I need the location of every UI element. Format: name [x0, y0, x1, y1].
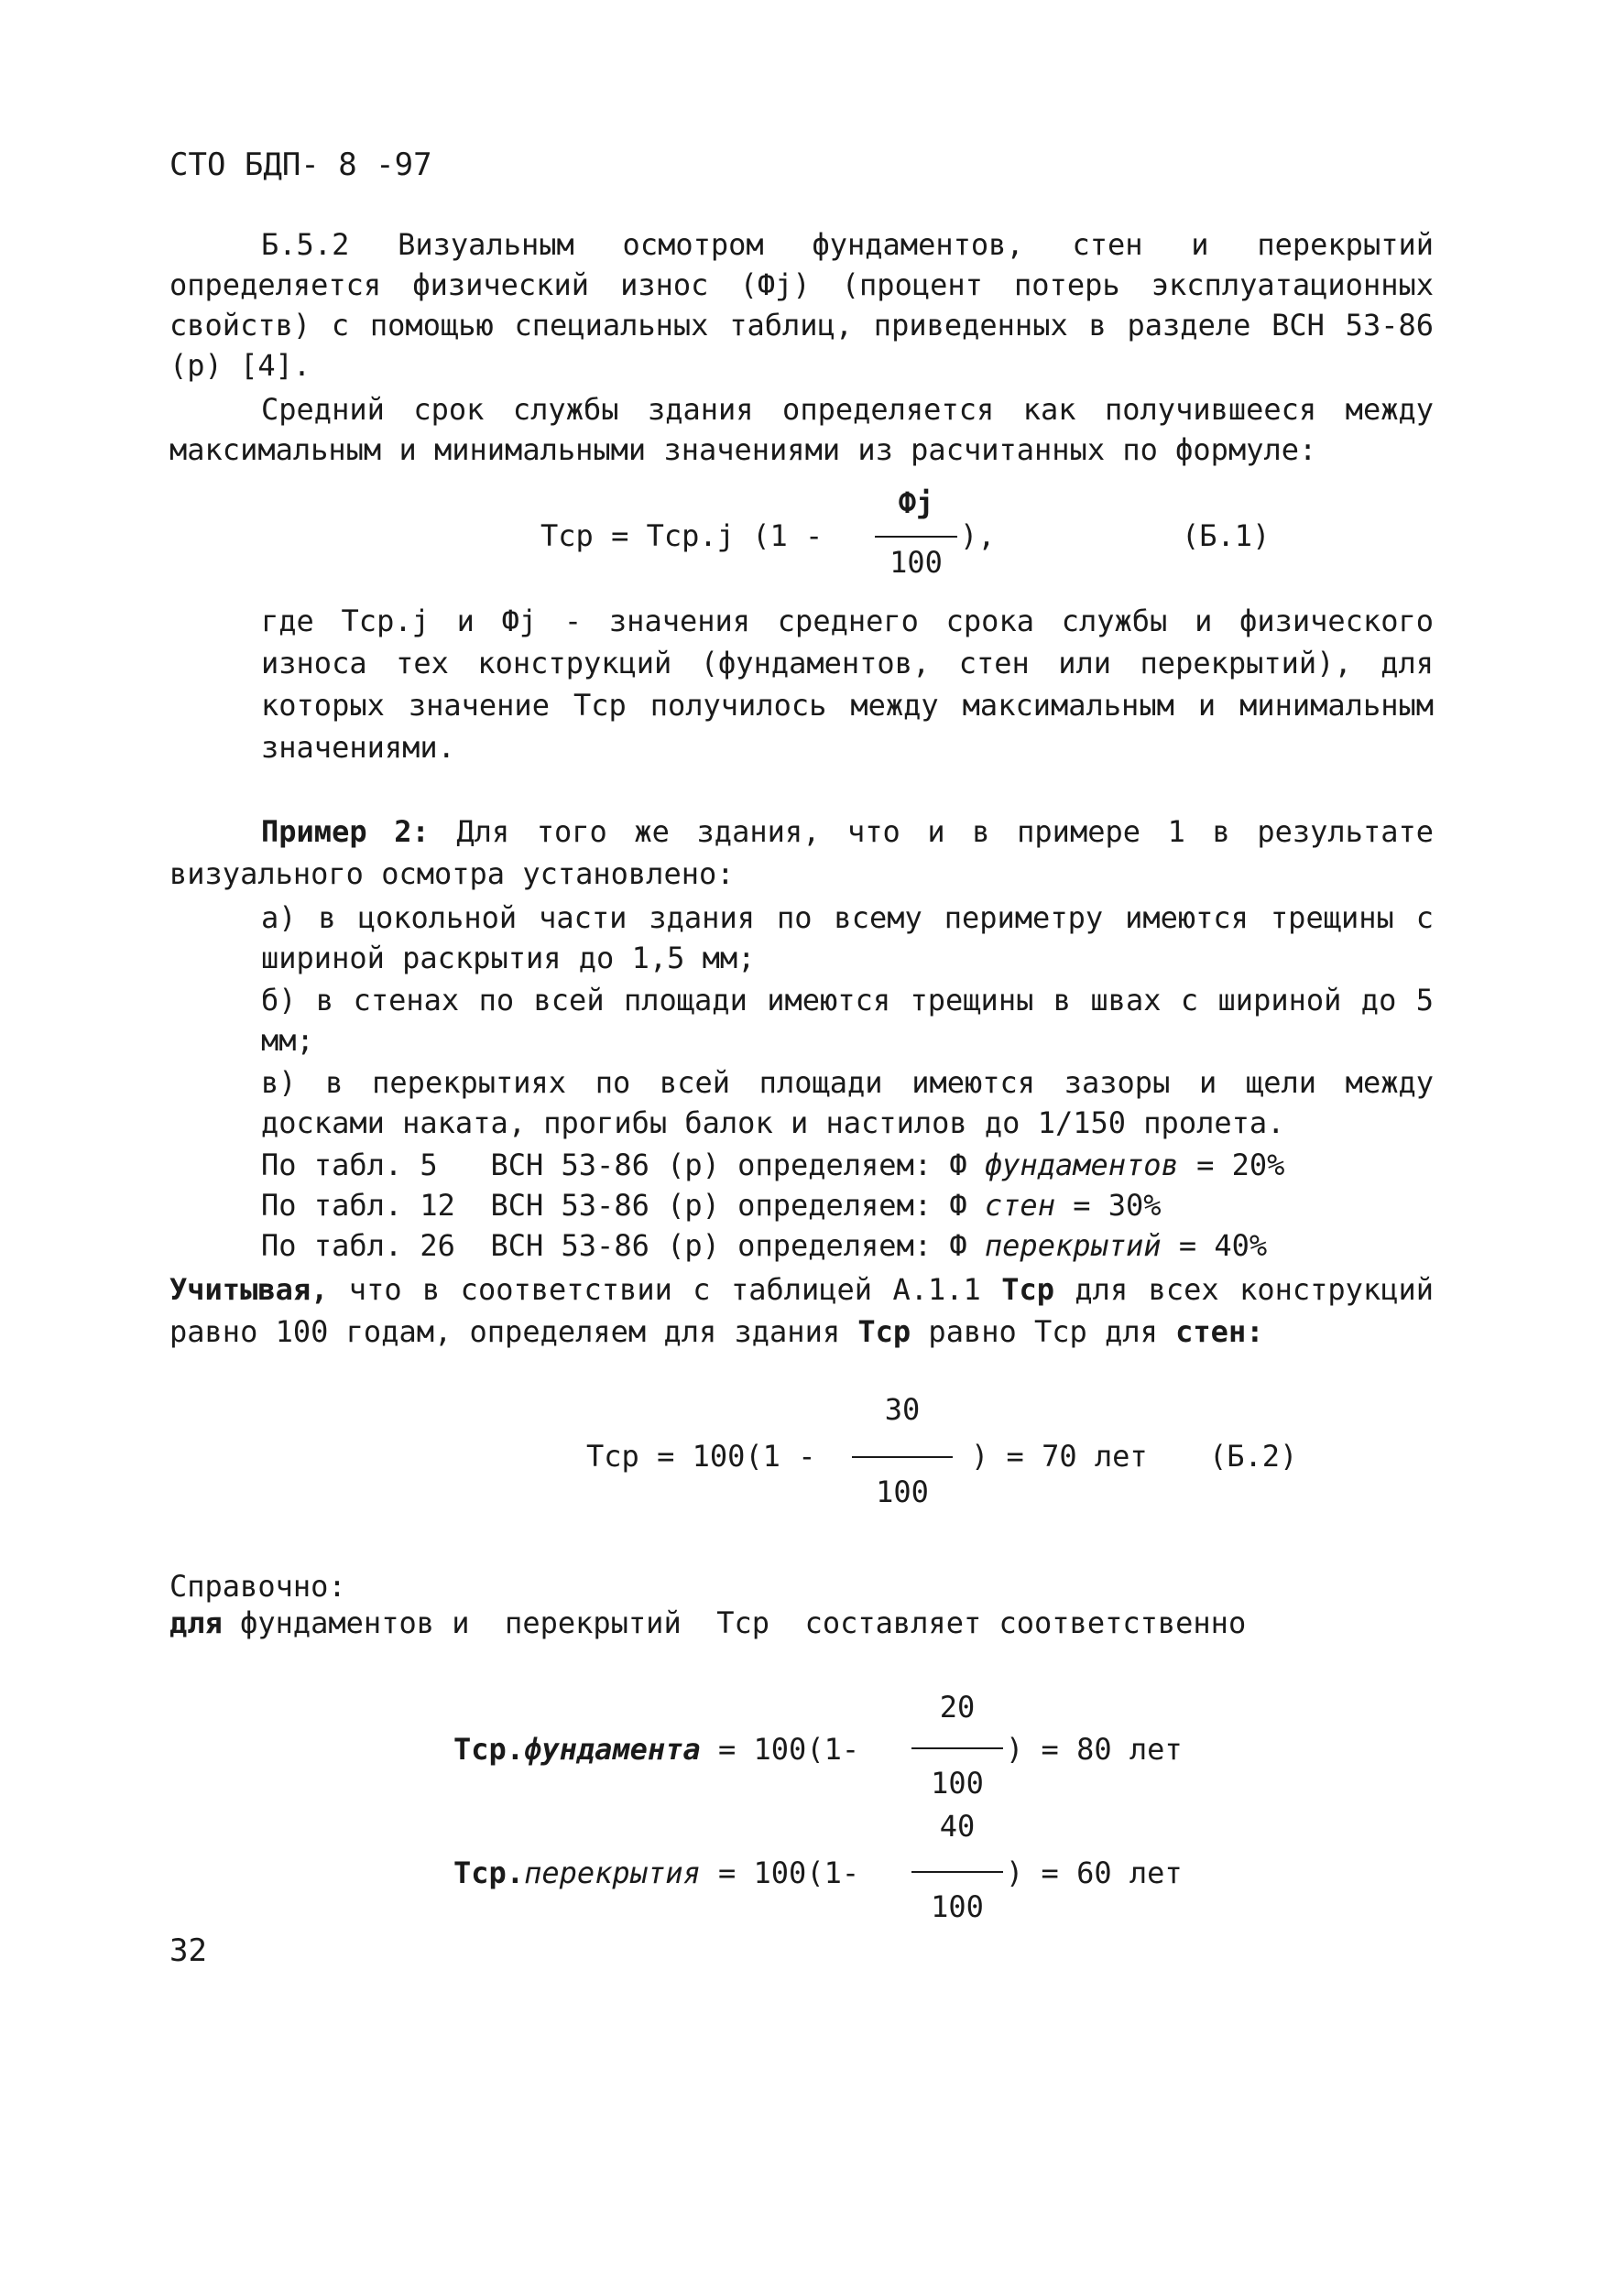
doc-header: СТО БДП- 8 -97 [169, 147, 432, 183]
formula-b2-lhs: Тср = 100(1 - [586, 1439, 816, 1474]
table-ref-row [261, 1187, 1162, 1224]
formula-foundation-tsr: Тср. [453, 1732, 525, 1767]
formula-foundation-numerator: 20 [939, 1690, 976, 1725]
formula-b2-tag: (Б.2) [1209, 1439, 1298, 1474]
paragraph-where [261, 600, 1434, 768]
formula-floors-rhs: ) = 60 лет [1006, 1855, 1183, 1890]
formula-b2-denominator: 100 [876, 1474, 929, 1509]
table-ref-row-value: = 20% [1178, 1148, 1285, 1182]
walls-bold: стен: [1175, 1314, 1264, 1349]
example-2-text: Для того же здания, что и в примере 1 в результате визуального осмотра установлено: [169, 814, 1435, 891]
reference-bold: для [169, 1605, 223, 1640]
table-ref-row-value: = 40% [1161, 1228, 1268, 1263]
table-ref-row-prefix: По табл. 26 ВСН 53-86 (р) определяем: Ф [261, 1228, 967, 1263]
table-ref-row-prefix: По табл. 5 ВСН 53-86 (р) определяем: Ф [261, 1148, 967, 1182]
considering-text-2: для всех конструкций равно 100 годам, определяем для здания [169, 1272, 1434, 1349]
tsr-bold-1: Тср [1001, 1272, 1054, 1307]
paragraph-where-text: где Тср.j и Фj - значения среднего срока службы и физического износа тех конструкций (фундаментов, стен или перекрытий), для которых значение Тср получилось между максимальным и минимальным значениями. [261, 604, 1434, 765]
formula-floors-denominator: 100 [931, 1889, 984, 1924]
example-2-label: Пример 2: [261, 814, 430, 849]
formula-foundation-denominator: 100 [931, 1766, 984, 1801]
formula-b2-rhs: ) = 70 лет [971, 1439, 1148, 1474]
item-c-text: в) в перекрытиях по всей площади имеются зазоры и щели между досками наката, прогибы балок и настилов до 1/150 пролета. [261, 1065, 1434, 1140]
item-a-text: а) в цокольной части здания по всему периметру имеются трещины с шириной раскрытия до 1,5 мм; [261, 900, 1434, 975]
item-b-text: б) в стенах по всей площади имеются трещины в швах с шириной до 5 мм; [261, 983, 1434, 1058]
formula-b2-numerator: 30 [884, 1392, 921, 1427]
formula-b1-numerator: Фj [898, 485, 934, 520]
item-a [261, 898, 1434, 978]
paragraph-average-life-text: Средний срок службы здания определяется как получившееся между максимальным и минимальными значениями из расчитанных по формуле: [169, 392, 1434, 467]
paragraph-b52 [169, 224, 1434, 386]
formula-floors-lhs [453, 1855, 859, 1891]
paragraph-considering [169, 1268, 1434, 1353]
considering-text-4: Тср для [1034, 1314, 1176, 1349]
formula-b1-denominator: 100 [889, 545, 943, 580]
formula-floors-numerator: 40 [939, 1809, 976, 1844]
table-ref-row-prefix: По табл. 12 ВСН 53-86 (р) определяем: Ф [261, 1188, 967, 1223]
formula-b1-rhs: ), [960, 518, 996, 553]
example-2 [169, 811, 1434, 895]
table-ref-row-name: перекрытий [984, 1228, 1162, 1263]
table-ref-row-name: стен [984, 1188, 1055, 1223]
table-ref-row [261, 1147, 1284, 1183]
table-ref-row [261, 1227, 1267, 1264]
page-number: 32 [169, 1932, 207, 1969]
formula-floors-subscript: перекрытия [524, 1855, 701, 1890]
considering-text-1: что в соответствии с таблицей А.1.1 [328, 1272, 1002, 1307]
formula-b1-fraction-bar [875, 536, 957, 538]
reference-label: Справочно: [169, 1569, 346, 1604]
paragraph-average-life [169, 389, 1434, 470]
reference-line [169, 1605, 1246, 1641]
formula-foundation-expr: = 100(1- [700, 1732, 860, 1767]
table-ref-row-value: = 30% [1054, 1188, 1162, 1223]
paragraph-b52-text: Б.5.2 Визуальным осмотром фундаментов, стен и перекрытий определяется физический износ (Фj) (процент потерь эксплуатационных свойств) с помощью специальных таблиц, приведенных в разделе ВСН 53-86 (р) [4]. [169, 227, 1434, 383]
formula-floors-tsr: Тср. [453, 1855, 525, 1890]
item-b [261, 980, 1434, 1061]
formula-foundation-rhs: ) = 80 лет [1006, 1732, 1183, 1767]
item-c [261, 1062, 1434, 1143]
formula-b1-tag: (Б.1) [1182, 518, 1271, 553]
formula-b2-fraction-bar [852, 1456, 953, 1458]
reference-text: фундаментов и перекрытий Тср составляет соответственно [222, 1605, 1247, 1640]
considering-bold: Учитывая, [169, 1272, 329, 1307]
table-ref-row-name: фундаментов [984, 1148, 1179, 1182]
tsr-bold-2: Тср [857, 1314, 911, 1349]
formula-floors-fraction-bar [911, 1871, 1003, 1873]
formula-foundation-subscript: фундамента [524, 1732, 701, 1767]
formula-foundation-lhs [453, 1731, 859, 1768]
formula-b1-lhs: Тср = Тср.j (1 - [540, 518, 824, 553]
considering-text-3: равно [911, 1314, 1035, 1349]
formula-floors-expr: = 100(1- [700, 1855, 860, 1890]
formula-foundation-fraction-bar [911, 1747, 1003, 1749]
